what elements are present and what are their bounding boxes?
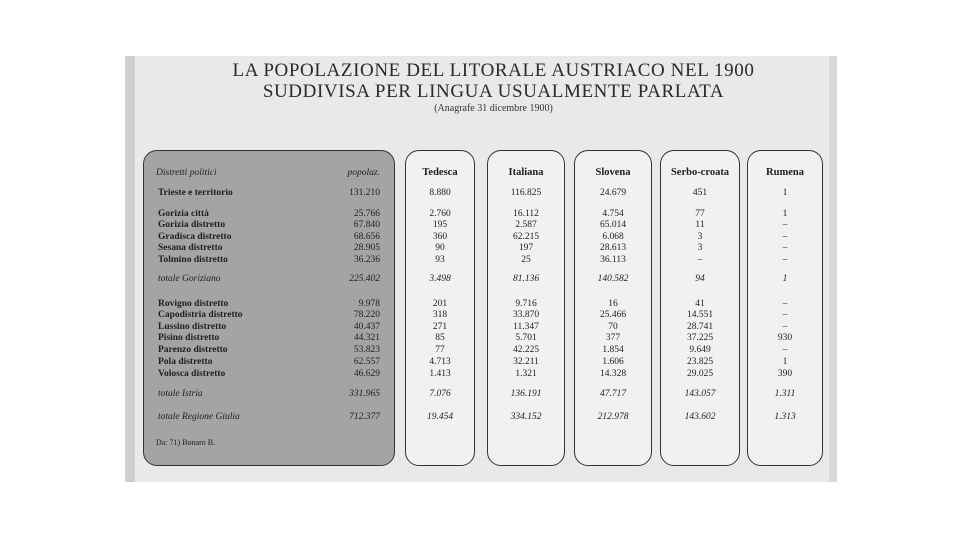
language-value: 47.717 xyxy=(599,389,627,399)
language-value: 14.551 xyxy=(686,310,714,320)
district-name: totale Goriziano xyxy=(158,274,221,284)
district-population: 225.402 xyxy=(349,274,380,284)
language-value: 8.880 xyxy=(429,188,451,198)
district-population: 78.220 xyxy=(353,310,380,320)
language-cell-row xyxy=(575,333,651,344)
language-cell-row xyxy=(661,412,739,423)
language-column-serbo-croata xyxy=(660,150,740,466)
district-name: Gradisca distretto xyxy=(158,232,232,242)
language-cell-row xyxy=(661,389,739,400)
district-row xyxy=(144,188,394,199)
language-value: 9.649 xyxy=(689,345,711,355)
language-cell-row xyxy=(748,209,822,220)
language-cell-row xyxy=(575,220,651,231)
district-row xyxy=(144,209,394,220)
language-cell-row xyxy=(488,255,564,266)
district-row xyxy=(144,220,394,231)
district-name: Sesana distretto xyxy=(158,243,223,253)
district-name: Pisino distretto xyxy=(158,333,220,343)
language-cell-row xyxy=(488,243,564,254)
language-value: 23.825 xyxy=(686,357,714,367)
language-value: 41 xyxy=(695,299,705,309)
language-cell-row xyxy=(575,357,651,368)
district-row xyxy=(144,243,394,254)
district-population: 25.766 xyxy=(353,209,380,219)
language-cell-row xyxy=(748,369,822,380)
language-value: 360 xyxy=(432,232,448,242)
page-title-line-1: LA POPOLAZIONE DEL LITORALE AUSTRIACO NEL 1900 xyxy=(232,60,755,81)
language-cell-row xyxy=(748,357,822,368)
district-name: Trieste e territorio xyxy=(158,188,233,198)
language-cell-row xyxy=(748,232,822,243)
language-header: Rumena xyxy=(766,167,804,178)
language-cell-row xyxy=(661,255,739,266)
district-population: 36.236 xyxy=(353,255,380,265)
language-value: 143.057 xyxy=(684,389,716,399)
language-value: – xyxy=(782,243,788,253)
language-value: 4.713 xyxy=(429,357,451,367)
language-cell-row xyxy=(748,310,822,321)
district-row xyxy=(144,345,394,356)
language-cell-row xyxy=(406,357,474,368)
language-value: 197 xyxy=(518,243,534,253)
language-cell-row xyxy=(406,188,474,199)
district-population: 28.905 xyxy=(353,243,380,253)
language-value: 25.466 xyxy=(599,310,627,320)
language-value: 93 xyxy=(435,255,445,265)
language-value: 143.602 xyxy=(684,412,716,422)
language-value: 77 xyxy=(695,209,705,219)
language-cell-row xyxy=(406,299,474,310)
language-value: 1.321 xyxy=(515,369,537,379)
language-cell-row xyxy=(406,333,474,344)
language-cell-row xyxy=(661,188,739,199)
language-value: 7.076 xyxy=(429,389,451,399)
language-cell-row xyxy=(406,310,474,321)
language-cell-row xyxy=(575,255,651,266)
language-value: 37.225 xyxy=(686,333,714,343)
language-cell-row xyxy=(661,333,739,344)
district-row xyxy=(144,369,394,380)
scan-shadow-left xyxy=(125,56,135,482)
language-value: 16.112 xyxy=(513,209,539,219)
language-value: 140.582 xyxy=(597,274,629,284)
language-header: Serbo-croata xyxy=(670,167,730,178)
language-value: 11.347 xyxy=(513,322,539,332)
language-value: 19.454 xyxy=(426,412,454,422)
language-value: 201 xyxy=(432,299,448,309)
district-population: 67.840 xyxy=(353,220,380,230)
language-value: 32.211 xyxy=(513,357,539,367)
language-header: Slovena xyxy=(595,167,631,178)
language-cell-row xyxy=(488,310,564,321)
districts-header: Distretti politici xyxy=(156,168,217,178)
district-population: 712.377 xyxy=(349,412,380,422)
language-value: 3 xyxy=(697,243,703,253)
language-cell-row xyxy=(575,322,651,333)
language-header: Tedesca xyxy=(422,167,458,178)
language-value: 28.613 xyxy=(599,243,627,253)
language-cell-row xyxy=(575,209,651,220)
district-name: Volosca distretto xyxy=(158,369,226,379)
language-value: 1 xyxy=(782,274,788,284)
language-column-italiana xyxy=(487,150,565,466)
language-value: 1.606 xyxy=(602,357,624,367)
scan-shadow-right xyxy=(829,56,837,482)
district-row xyxy=(144,322,394,333)
language-value: 390 xyxy=(777,369,793,379)
language-cell-row xyxy=(661,310,739,321)
language-cell-row xyxy=(488,389,564,400)
population-header: popolaz. xyxy=(347,168,380,178)
district-population: 131.210 xyxy=(349,188,380,198)
language-cell-row xyxy=(575,274,651,285)
language-value: 3 xyxy=(697,232,703,242)
language-cell-row xyxy=(575,299,651,310)
district-name: totale Regione Giulia xyxy=(158,412,240,422)
language-cell-row xyxy=(575,243,651,254)
language-cell-row xyxy=(575,369,651,380)
language-cell-row xyxy=(406,209,474,220)
district-population: 44.321 xyxy=(353,333,380,343)
district-name: Parenzo distretto xyxy=(158,345,228,355)
language-cell-row xyxy=(406,243,474,254)
language-column-tedesca xyxy=(405,150,475,466)
language-cell-row xyxy=(661,299,739,310)
language-cell-row xyxy=(488,274,564,285)
page-subtitle: (Anagrafe 31 dicembre 1900) xyxy=(434,103,553,114)
language-value: 334.152 xyxy=(510,412,542,422)
language-value: 65.014 xyxy=(599,220,627,230)
language-cell-row xyxy=(748,299,822,310)
language-value: 318 xyxy=(432,310,448,320)
language-cell-row xyxy=(406,255,474,266)
district-name: Pola distretto xyxy=(158,357,213,367)
language-cell-row xyxy=(406,220,474,231)
total-row xyxy=(144,274,394,285)
language-cell-row xyxy=(575,345,651,356)
language-value: 25 xyxy=(521,255,531,265)
language-cell-row xyxy=(575,232,651,243)
language-value: 377 xyxy=(605,333,621,343)
source-note: Da: 71) Bonaro B. xyxy=(156,438,216,447)
language-cell-row xyxy=(748,220,822,231)
district-name: Gorizia città xyxy=(158,209,209,219)
language-cell-row xyxy=(661,345,739,356)
language-cell-row xyxy=(748,389,822,400)
language-value: 271 xyxy=(432,322,448,332)
district-name: Capodistria distretto xyxy=(158,310,243,320)
language-cell-row xyxy=(661,232,739,243)
language-value: – xyxy=(782,310,788,320)
language-cell-row xyxy=(748,243,822,254)
language-value: 77 xyxy=(435,345,445,355)
language-cell-row xyxy=(488,345,564,356)
language-value: – xyxy=(697,255,703,265)
language-value: 1.311 xyxy=(774,389,796,399)
language-value: 212.978 xyxy=(597,412,629,422)
language-value: 1 xyxy=(782,188,788,198)
language-value: 36.113 xyxy=(600,255,626,265)
language-value: 930 xyxy=(777,333,793,343)
district-row xyxy=(144,232,394,243)
language-value: 116.825 xyxy=(510,188,542,198)
language-cell-row xyxy=(575,412,651,423)
language-cell-row xyxy=(575,188,651,199)
district-name: Lussino distretto xyxy=(158,322,227,332)
language-value: 1.313 xyxy=(774,412,796,422)
language-value: 1 xyxy=(782,209,788,219)
language-value: – xyxy=(782,322,788,332)
district-name: Tolmino distretto xyxy=(158,255,228,265)
district-row xyxy=(144,333,394,344)
language-value: 451 xyxy=(692,188,708,198)
language-cell-row xyxy=(661,357,739,368)
district-row xyxy=(144,299,394,310)
language-cell-row xyxy=(406,389,474,400)
language-cell-row xyxy=(661,209,739,220)
language-cell-row xyxy=(661,274,739,285)
language-cell-row xyxy=(661,243,739,254)
language-value: – xyxy=(782,232,788,242)
district-row xyxy=(144,310,394,321)
language-value: 24.679 xyxy=(599,188,627,198)
language-cell-row xyxy=(488,209,564,220)
language-cell-row xyxy=(748,255,822,266)
language-cell-row xyxy=(406,322,474,333)
language-value: 1.854 xyxy=(602,345,624,355)
district-name: totale Istria xyxy=(158,389,203,399)
language-value: 16 xyxy=(608,299,618,309)
language-value: 94 xyxy=(695,274,705,284)
language-value: 33.870 xyxy=(512,310,540,320)
total-row xyxy=(144,412,394,423)
district-population: 46.629 xyxy=(353,369,380,379)
language-value: 28.741 xyxy=(686,322,714,332)
scanned-page xyxy=(125,56,837,482)
language-cell-row xyxy=(748,333,822,344)
language-cell-row xyxy=(406,274,474,285)
district-population: 9.978 xyxy=(358,299,380,309)
language-value: 2.760 xyxy=(429,209,451,219)
language-cell-row xyxy=(575,389,651,400)
language-cell-row xyxy=(406,412,474,423)
language-value: 14.328 xyxy=(599,369,627,379)
language-value: 1.413 xyxy=(429,369,451,379)
language-cell-row xyxy=(488,322,564,333)
language-cell-row xyxy=(406,345,474,356)
page-title-line-2: SUDDIVISA PER LINGUA USUALMENTE PARLATA xyxy=(262,81,725,102)
language-header: Italiana xyxy=(508,167,544,178)
language-value: 6.068 xyxy=(602,232,624,242)
language-cell-row xyxy=(748,322,822,333)
language-cell-row xyxy=(748,274,822,285)
language-value: 85 xyxy=(435,333,445,343)
language-cell-row xyxy=(406,369,474,380)
language-cell-row xyxy=(748,345,822,356)
language-cell-row xyxy=(488,299,564,310)
language-value: 2.587 xyxy=(515,220,537,230)
district-row xyxy=(144,255,394,266)
language-value: 62.215 xyxy=(512,232,540,242)
language-cell-row xyxy=(488,357,564,368)
language-value: 90 xyxy=(435,243,445,253)
language-cell-row xyxy=(406,232,474,243)
language-value: – xyxy=(782,345,788,355)
district-population: 68.656 xyxy=(353,232,380,242)
language-value: 9.716 xyxy=(515,299,537,309)
district-name: Rovigno distretto xyxy=(158,299,229,309)
districts-panel xyxy=(143,150,395,466)
language-value: 81.136 xyxy=(512,274,540,284)
language-cell-row xyxy=(661,369,739,380)
language-cell-row xyxy=(661,220,739,231)
language-value: 1 xyxy=(782,357,788,367)
language-cell-row xyxy=(488,369,564,380)
language-value: 136.191 xyxy=(510,389,542,399)
language-value: – xyxy=(782,220,788,230)
language-cell-row xyxy=(748,412,822,423)
district-population: 331.965 xyxy=(349,389,380,399)
district-population: 53.823 xyxy=(353,345,380,355)
language-cell-row xyxy=(748,188,822,199)
district-population: 40.437 xyxy=(353,322,380,332)
language-value: 195 xyxy=(432,220,448,230)
language-value: 4.754 xyxy=(602,209,624,219)
total-row xyxy=(144,389,394,400)
language-value: – xyxy=(782,255,788,265)
language-cell-row xyxy=(575,310,651,321)
language-value: 29.025 xyxy=(686,369,714,379)
language-cell-row xyxy=(488,412,564,423)
language-value: 42.225 xyxy=(512,345,540,355)
language-column-rumena xyxy=(747,150,823,466)
language-value: 5.701 xyxy=(515,333,537,343)
language-value: 70 xyxy=(608,322,618,332)
district-population: 62.557 xyxy=(353,357,380,367)
language-column-slovena xyxy=(574,150,652,466)
language-cell-row xyxy=(488,333,564,344)
language-cell-row xyxy=(661,322,739,333)
language-value: 11 xyxy=(695,220,705,230)
district-row xyxy=(144,357,394,368)
language-cell-row xyxy=(488,220,564,231)
language-cell-row xyxy=(488,188,564,199)
language-value: – xyxy=(782,299,788,309)
district-name: Gorizia distretto xyxy=(158,220,226,230)
language-cell-row xyxy=(488,232,564,243)
language-value: 3.498 xyxy=(429,274,451,284)
